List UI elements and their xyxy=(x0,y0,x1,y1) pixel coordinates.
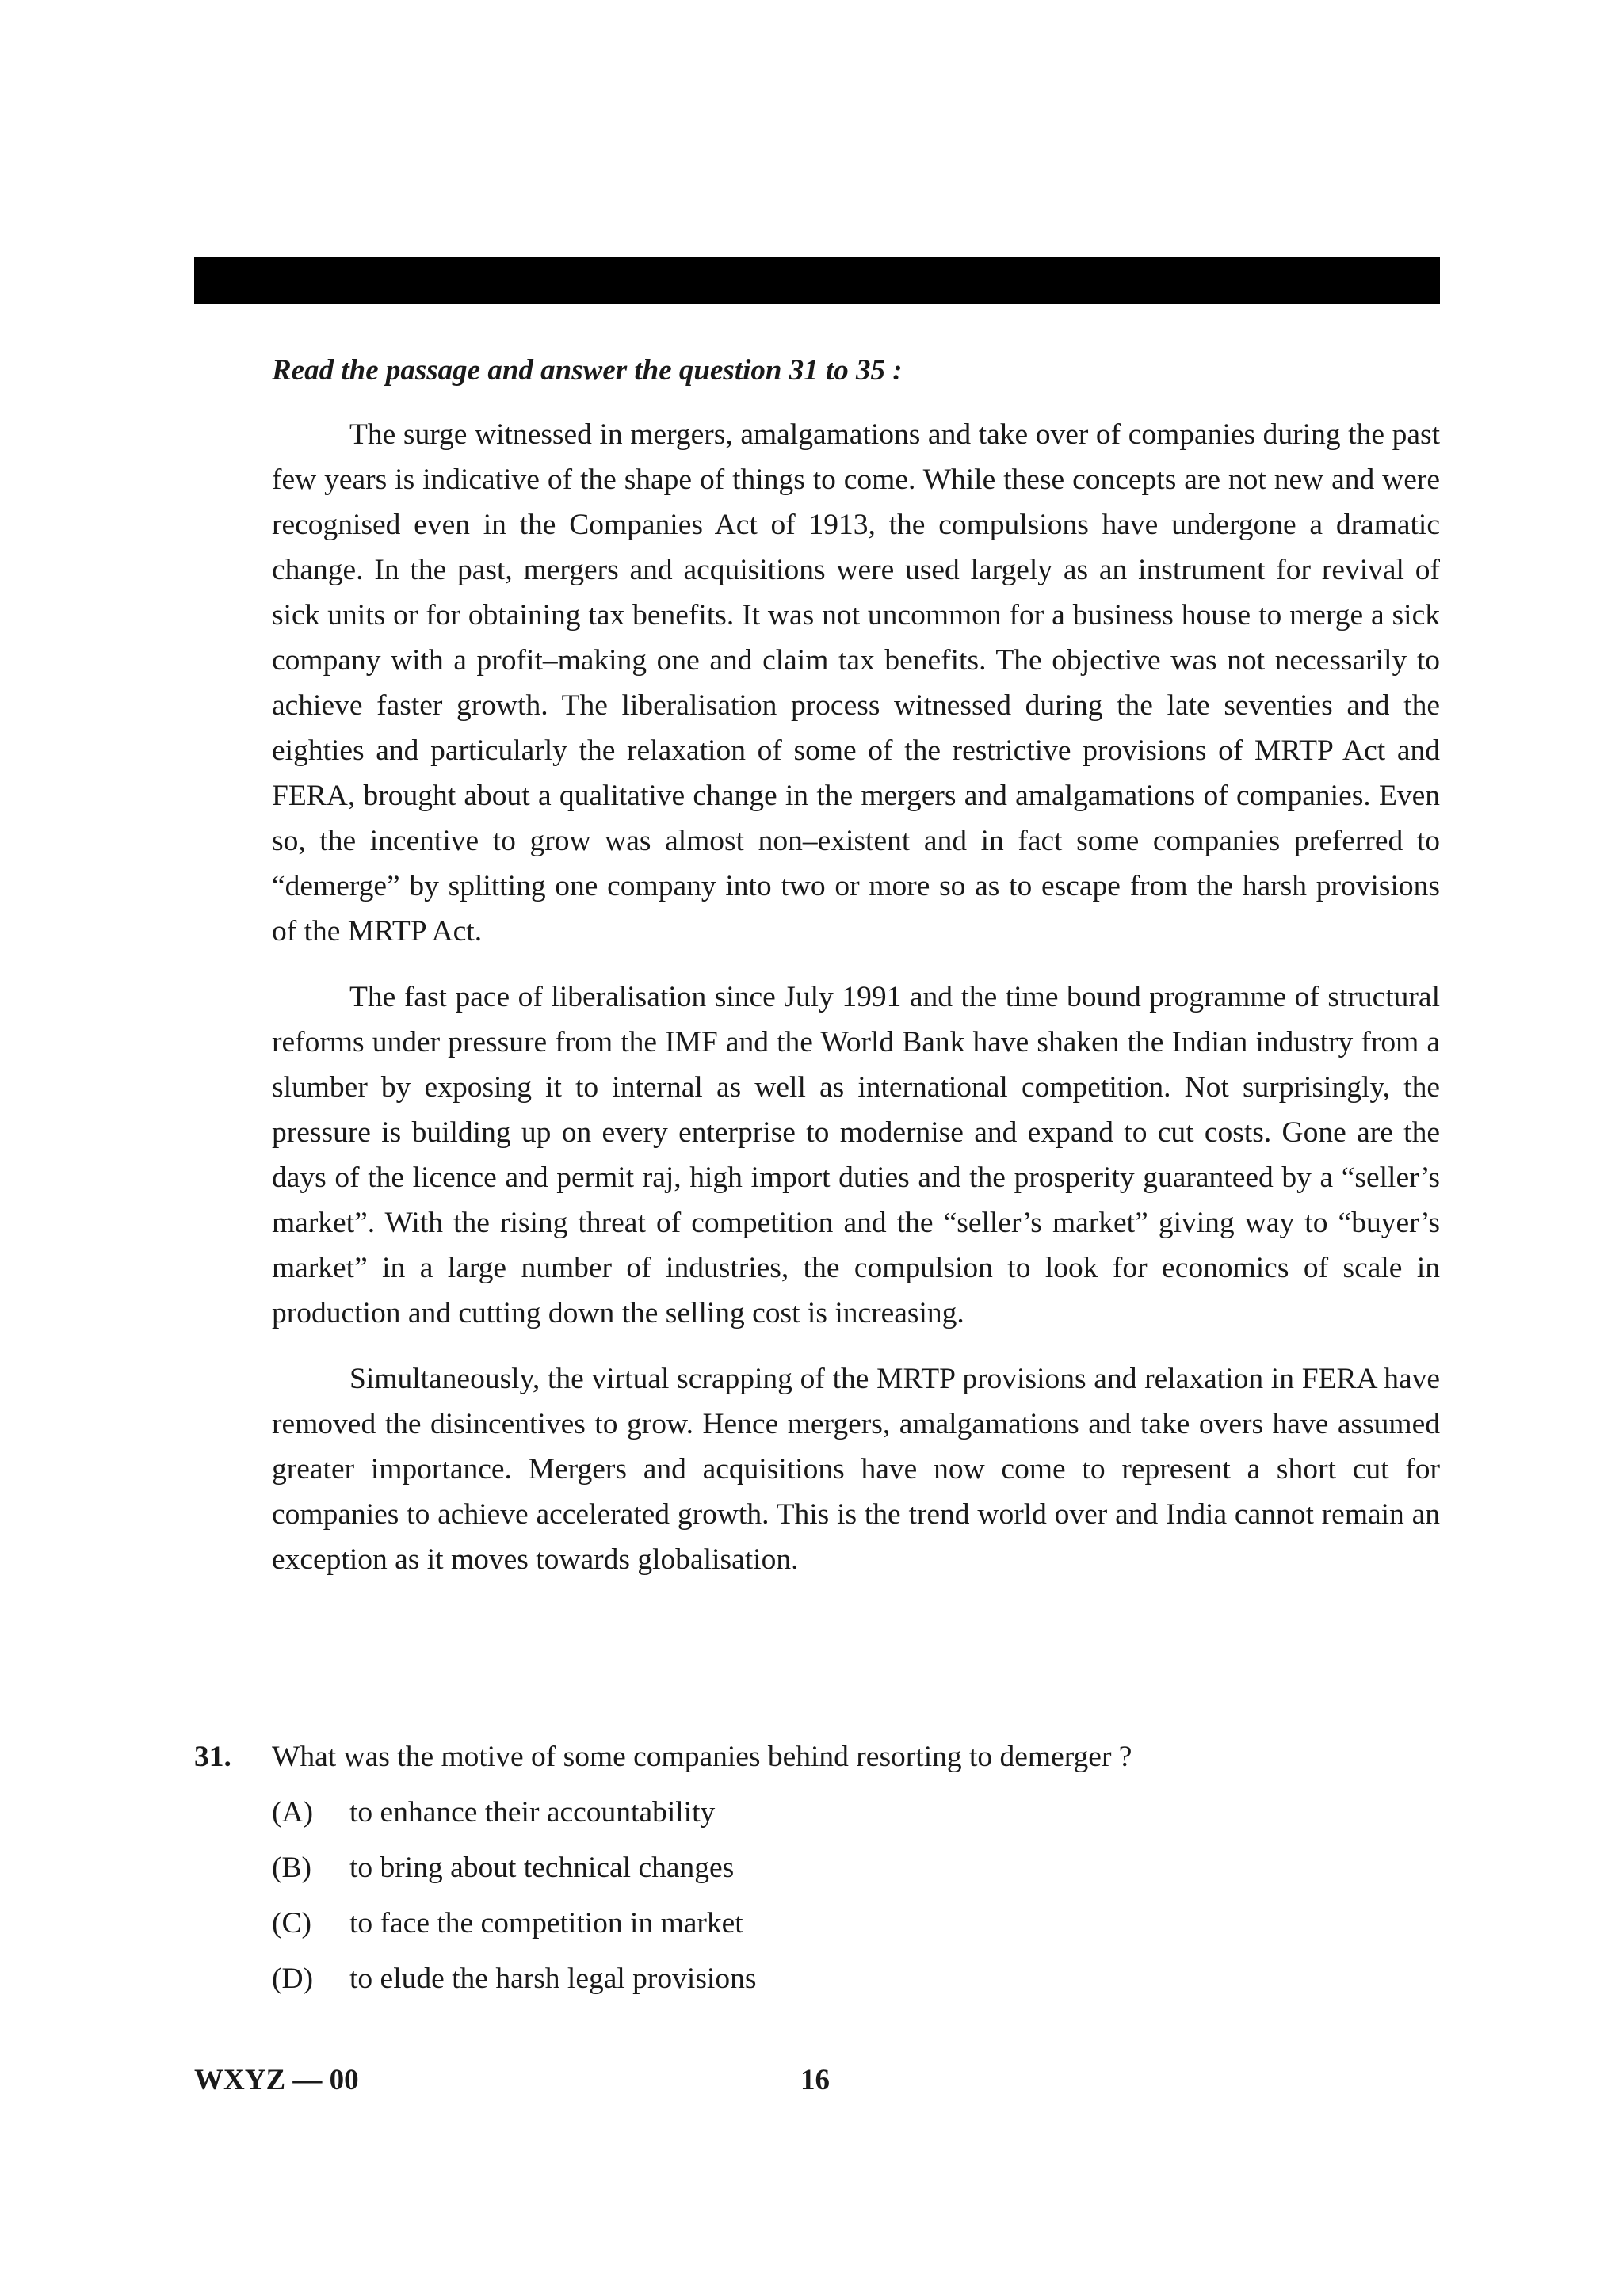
question-number: 31. xyxy=(194,1741,231,1773)
question-text: What was the motive of some companies behind resorting to demerger ? xyxy=(272,1741,1132,1773)
option-text: to elude the harsh legal provisions xyxy=(349,1962,757,1995)
reading-passage xyxy=(272,412,1440,1603)
page-number: 16 xyxy=(800,2064,830,2096)
option-b[interactable] xyxy=(272,1851,1440,1906)
passage-instruction: Read the passage and answer the question 31 to 35 : xyxy=(272,354,903,387)
option-letter: (C) xyxy=(272,1907,311,1939)
paper-code: WXYZ — 00 xyxy=(194,2064,359,2096)
option-letter: (D) xyxy=(272,1962,314,1995)
option-text: to bring about technical changes xyxy=(349,1852,735,1884)
passage-paragraph-3: Simultaneously, the virtual scrapping of the MRTP provisions and relaxation in FERA have removed the disincentives to grow. Hence mergers, amalgamations and take overs have assumed greater importance. Mergers and acquisitions have now come to represent a short cut for companies to achieve accelerated growth. This is the trend world over and India cannot remain an exception as it moves towards globalisation. xyxy=(272,1363,1440,1576)
passage-paragraph-2: The fast pace of liberalisation since July 1991 and the time bound programme of structural reforms under pressure from the IMF and the World Bank have shaken the Indian industry from a slumber by exposing it to internal as well as international competition. Not surprisingly, the pressure is building up on every enterprise to modernise and expand to cut costs. Gone are the days of the licence and permit raj, high import duties and the prosperity guaranteed by a “seller’s market”. With the rising threat of competition and the “seller’s market” giving way to “buyer’s market” in a large number of industries, the compulsion to look for economics of scale in production and cutting down the selling cost is increasing. xyxy=(272,981,1440,1329)
question-stem xyxy=(194,1740,1440,1795)
option-text: to enhance their accountability xyxy=(349,1796,716,1829)
question-31 xyxy=(194,1740,1440,2017)
option-letter: (B) xyxy=(272,1852,311,1884)
option-c[interactable] xyxy=(272,1906,1440,1962)
option-d[interactable] xyxy=(272,1962,1440,2017)
option-letter: (A) xyxy=(272,1796,314,1829)
header-black-bar xyxy=(194,257,1440,304)
option-a[interactable] xyxy=(272,1795,1440,1851)
answer-options xyxy=(194,1795,1440,2017)
passage-paragraph-1: The surge witnessed in mergers, amalgamations and take over of companies during the past few years is indicative of the shape of things to come. While these concepts are not new and were recognised even in the Companies Act of 1913, the compulsions have undergone a dramatic change. In the past, mergers and acquisitions were used largely as an instrument for revival of sick units or for obtaining tax benefits. It was not uncommon for a business house to merge a sick company with a profit–making one and claim tax benefits. The objective was not necessarily to achieve faster growth. The liberalisation process witnessed during the late seventies and the eighties and particularly the relaxation of some of the restrictive provisions of MRTP Act and FERA, brought about a qualitative change in the mergers and amalgamations of companies. Even so, the incentive to grow was almost non–existent and in fact some companies preferred to “demerge” by splitting one company into two or more so as to escape from the harsh provisions of the MRTP Act. xyxy=(272,418,1440,948)
option-text: to face the competition in market xyxy=(349,1907,743,1939)
